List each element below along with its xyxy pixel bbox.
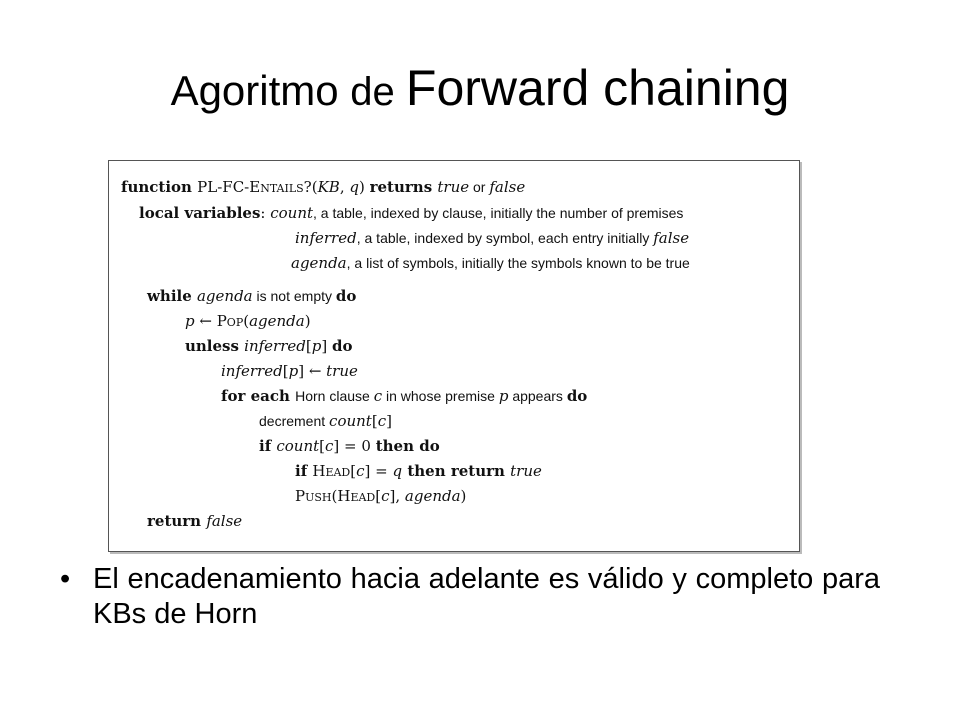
var-p: p: [288, 362, 299, 380]
bracket-close: ]: [321, 337, 332, 355]
bracket-open: [: [282, 362, 289, 380]
value-true: true: [510, 462, 542, 480]
algorithm-box: [108, 160, 800, 552]
function-head: Head: [312, 462, 351, 480]
value-false: false: [206, 512, 243, 530]
algo-line-function: [121, 177, 525, 197]
keyword-do: do: [566, 387, 588, 405]
arg-q: q: [349, 178, 359, 196]
var-inferred: inferred: [244, 337, 306, 355]
title-part-de: de: [350, 70, 406, 114]
var-agenda: agenda: [291, 254, 347, 272]
var-count: count: [270, 204, 314, 222]
bracket-open: [: [375, 487, 382, 505]
slide-title: [0, 58, 960, 122]
algo-line-for-each: [221, 386, 587, 406]
bullet-item: [60, 562, 880, 632]
algo-line-while: [147, 286, 356, 306]
var-p: p: [311, 337, 322, 355]
var-c: c: [325, 437, 334, 455]
algo-line-set-inferred: [221, 361, 358, 381]
algo-line-decrement: [259, 411, 392, 431]
var-p: p: [498, 387, 509, 405]
algo-line-unless: [185, 336, 352, 356]
var-inferred: inferred: [221, 362, 283, 380]
keyword-do: do: [331, 337, 353, 355]
desc-not-empty: is not empty: [252, 288, 336, 304]
assign-arrow: ←: [194, 312, 217, 330]
var-count: count: [276, 437, 320, 455]
desc-count: , a table, indexed by clause, initially the number of premises: [313, 205, 684, 221]
comma: ,: [339, 178, 350, 196]
function-head: Head: [337, 487, 376, 505]
desc-appears: appears: [508, 388, 567, 404]
var-c: c: [356, 462, 365, 480]
desc-inferred: , a table, indexed by symbol, each entry initially: [356, 230, 654, 246]
keyword-for-each: for each: [221, 387, 296, 405]
desc-whose-premise: in whose premise: [382, 388, 499, 404]
equals-zero: = 0: [339, 437, 376, 455]
value-true: true: [437, 178, 470, 196]
var-c: c: [381, 487, 390, 505]
paren-open: (: [243, 312, 250, 330]
bracket-close: ]: [333, 437, 340, 455]
var-agenda: agenda: [249, 312, 305, 330]
var-agenda: agenda: [196, 287, 253, 305]
algo-line-push: [295, 486, 466, 506]
algo-line-pop: [185, 311, 311, 331]
algo-line-if-count: [259, 436, 440, 456]
value-false: false: [489, 178, 526, 196]
algo-line-if-head: [295, 461, 542, 481]
bracket-close: ]: [389, 487, 396, 505]
paren-close: ): [304, 312, 311, 330]
title-part-agoritmo: Agoritmo: [170, 67, 351, 114]
bullet-dot: •: [60, 563, 71, 595]
algo-line-return-false: [147, 511, 242, 531]
keyword-unless: unless: [185, 337, 245, 355]
keyword-if: if: [295, 462, 313, 480]
desc-agenda: , a list of symbols, initially the symbols known to be true: [346, 255, 690, 271]
keyword-while: while: [147, 287, 197, 305]
paren-close: ): [460, 487, 467, 505]
keyword-returns: returns: [369, 178, 438, 196]
keyword-do: do: [335, 287, 357, 305]
var-c: c: [377, 412, 387, 430]
algo-line-local-count: [139, 203, 683, 223]
value-false: false: [653, 229, 690, 247]
desc-decrement: decrement: [259, 413, 330, 429]
keyword-function: function: [121, 178, 198, 196]
desc-horn-clause: Horn clause: [295, 388, 374, 404]
bullet-text: El encadenamiento hacia adelante es válido y completo para KBs de Horn: [93, 563, 880, 630]
arg-kb: KB: [317, 178, 340, 196]
var-count: count: [329, 412, 372, 430]
keyword-then-return: then return: [402, 462, 511, 480]
paren-open: (: [331, 487, 338, 505]
var-agenda: agenda: [404, 487, 461, 505]
var-inferred: inferred: [295, 229, 357, 247]
bracket-close: ]: [386, 412, 392, 430]
function-push: Push: [295, 487, 332, 505]
keyword-local-variables: local variables: [139, 204, 261, 222]
comma: ,: [395, 487, 405, 505]
value-true: true: [326, 362, 358, 380]
algo-line-local-inferred: [295, 228, 689, 248]
function-pop: Pop: [216, 312, 244, 330]
var-q: q: [392, 462, 403, 480]
word-or: or: [469, 179, 490, 195]
bracket-close: ]: [298, 362, 305, 380]
var-p: p: [185, 312, 195, 330]
algo-line-local-agenda: [291, 253, 690, 273]
bracket-open: [: [350, 462, 357, 480]
colon: :: [260, 204, 271, 222]
bracket-open: [: [305, 337, 312, 355]
bracket-open: [: [319, 437, 326, 455]
title-part-forward-chaining: Forward chaining: [405, 60, 790, 116]
keyword-return: return: [147, 512, 207, 530]
var-c: c: [373, 387, 383, 405]
keyword-if: if: [259, 437, 277, 455]
function-name: PL-FC-Entails?: [197, 178, 312, 196]
assign-arrow: ←: [304, 362, 327, 380]
equals: =: [370, 462, 393, 480]
bracket-close: ]: [364, 462, 371, 480]
paren-open: (: [311, 178, 318, 196]
bracket-open: [: [371, 412, 378, 430]
keyword-then-do: then do: [375, 437, 440, 455]
paren-close: ): [358, 178, 370, 196]
